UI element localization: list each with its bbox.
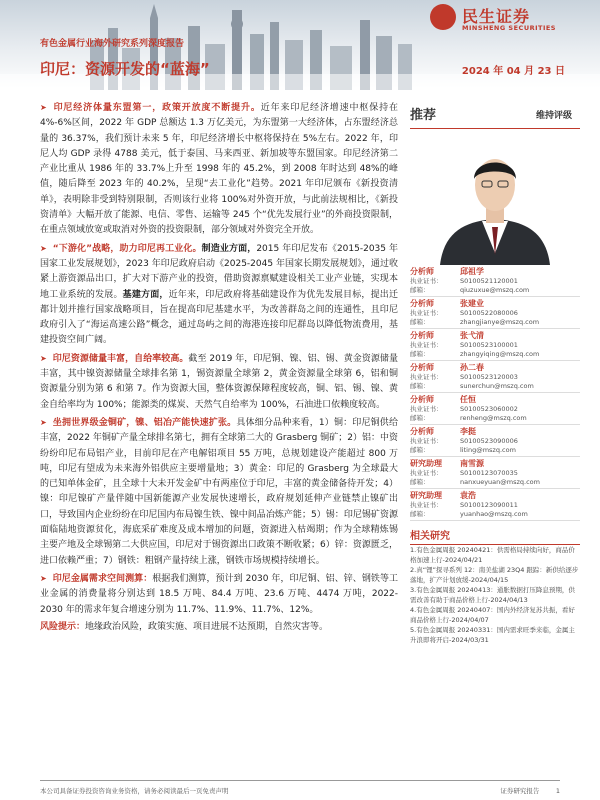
para-text: 截至 2019 年，印尼铜、镍、铝、锡、黄金资源储量丰富，其中镍资源储量全球排名第 1，锡资源量全球第 2，黄金资源量全球第 6，铝和铜资源量分别为第 6 和第 7。作为资源大国，整体资源保障程度较高，铜、铝、锡、镍、黄金自给率均为 100%；能源类的煤炭、天然气自给率为 100%，石油进口依赖度较高。 xyxy=(40,353,398,410)
cert-label: 执业证书： xyxy=(410,309,443,317)
para-lead: 印尼经济体量东盟第一，政策开放度不断提升。 xyxy=(52,103,261,113)
cert-label: 执业证书： xyxy=(410,341,443,349)
footer-right xyxy=(500,786,560,795)
report-date: 2024 年 04 月 23 日 xyxy=(461,66,565,77)
analyst-email[interactable]: liting@mszq.com xyxy=(460,446,516,454)
analyst-card xyxy=(410,297,580,329)
bullet-arrow-icon: ➤ xyxy=(40,103,47,112)
cert-number: S0100123090011 xyxy=(460,501,518,509)
analyst-card xyxy=(410,425,580,457)
analyst-portrait-icon xyxy=(430,135,560,265)
bullet-arrow-icon: ➤ xyxy=(40,573,47,583)
email-label: 邮箱： xyxy=(410,350,430,358)
cert-label: 执业证书： xyxy=(410,405,443,413)
email-label: 邮箱： xyxy=(410,414,430,422)
analyst-name: 任恒 xyxy=(460,395,476,404)
related-link[interactable]: 2.真“锂”探寻系列 12：南美盐湖 23Q4 跟踪：新供给逐步落地，扩产计划放缓-2024/04/15 xyxy=(410,566,579,584)
para-text: 近年来，印尼政府将基础建设作为优先发展目标，提出迁都计划并推行国家战略项目，旨在提高印尼基建水平，为改善群岛之间的连通性，且印尼政府引入了“海运高速公路”概念，通过岛屿之间的海港连接印尼群岛以降低物流费用，基建投资空间广阔。 xyxy=(40,289,398,346)
rating-bar xyxy=(410,100,580,129)
analyst-email[interactable]: nanxueyuan@mszq.com xyxy=(460,478,540,486)
analyst-name: 李挺 xyxy=(460,427,476,436)
cert-number: S0100523090006 xyxy=(460,437,518,445)
analyst-name: 孙二春 xyxy=(460,363,484,372)
analyst-role: 分析师 xyxy=(410,363,434,372)
cert-label: 执业证书： xyxy=(410,437,443,445)
para-lead: 印尼金属需求空间测算： xyxy=(52,573,153,584)
analyst-role: 研究助理 xyxy=(410,491,442,500)
email-label: 邮箱： xyxy=(410,382,430,390)
analyst-email[interactable]: renheng@mszq.com xyxy=(460,414,527,422)
analyst-photo xyxy=(430,135,560,265)
related-link[interactable]: 1.有色金属周报 20240421：供需格局持续向好，商品价格加速上行-2024/04/21 xyxy=(410,546,575,564)
related-link[interactable]: 3.有色金属周报 20240413：通胀数据打压降息预期，供需改善有助于商品价格上行-2024/04/13 xyxy=(410,586,575,604)
analyst-role: 分析师 xyxy=(410,427,434,436)
summary-paragraph xyxy=(40,351,398,413)
risk-warning xyxy=(40,620,398,635)
analyst-role: 研究助理 xyxy=(410,459,442,468)
related-link[interactable]: 4.有色金属周报 20240407：国内外经济复苏共振，看好商品价格上行-2024/04/07 xyxy=(410,606,575,624)
email-label: 邮箱： xyxy=(410,510,430,518)
cert-number: S0100523100001 xyxy=(460,341,518,349)
page-title: 印尼：资源开发的“蓝海” xyxy=(40,60,210,78)
analyst-card xyxy=(410,457,580,489)
para-text: 2015 年印尼发布《2015-2035 年国家工业发展规划》，2023 年印尼政府启动《2025-2045 年国家长期发展规划》，通过收紧上游资源品出口，扩大对下游产业的投资，借助资源禀赋建设相关工业产业链，实现本地工业系统的发展。 xyxy=(40,243,398,300)
report-series: 有色金属行业海外研究系列深度报告 xyxy=(40,39,185,49)
cert-number: S0100521120001 xyxy=(460,277,518,285)
cert-number: S0100123070035 xyxy=(460,469,518,477)
analyst-card xyxy=(410,393,580,425)
analyst-email[interactable]: sunerchun@mszq.com xyxy=(460,382,534,390)
summary-column xyxy=(40,100,398,635)
footer-divider xyxy=(40,780,560,781)
summary-paragraph xyxy=(40,241,398,349)
cert-label: 执业证书： xyxy=(410,277,443,285)
para-text: 根据我们测算，预计到 2030 年，印尼铜、铝、锌、钢铁等工业金属的消费量将分别达到 18.5 万吨、84.4 万吨、23.6 万吨、4474 万吨，2022-2030 年的需求年复合增速分别为 11.7%、11.9%、11.7%、12%。 xyxy=(40,573,398,615)
risk-text: 地缘政治风险，政策实施、项目进展不达预期，自然灾害等。 xyxy=(85,621,329,632)
summary-paragraph xyxy=(40,415,398,569)
analyst-card xyxy=(410,489,580,521)
logo-cn-text: 民生证券 xyxy=(462,7,531,26)
analyst-name: 张弋清 xyxy=(460,331,484,340)
analyst-email[interactable]: qiuzuxue@mszq.com xyxy=(460,286,530,294)
summary-paragraph xyxy=(40,100,398,239)
sidebar xyxy=(410,100,580,645)
analyst-card xyxy=(410,361,580,393)
recommend-label: 推荐 xyxy=(410,108,437,123)
summary-paragraph xyxy=(40,571,398,618)
analyst-name: 张建业 xyxy=(460,299,484,308)
risk-lead: 风险提示： xyxy=(40,621,86,632)
disclaimer-text: 本公司具备证券投资咨询业务资格，请务必阅读最后一页免责声明 xyxy=(40,787,229,795)
page-number: 1 xyxy=(555,787,560,795)
para-text: 近年来印尼经济增速中枢保持在 4%-6%区间，2022 年 GDP 总额达 1.3 万亿美元，为东盟第一大经济体，占东盟经济总量的 36.37%，我们预计未来 5 年，印尼经济增长中枢将保持在 5%左右。2022 年，印尼人均 GDP 录得 4788 美元，低于泰国、马来西亚、新加坡等东盟国家。印尼经济第二产业比重从 1986 年的 33.7%上升至 1998 年的 45.2%，到 2008 年时达到 48%的峰值，随后降至 2023 年的 40.2%，呈现“去工业化”趋势。2021 年印尼颁布《新投资清单》，表明除非受到特别限制，否则该行业将 100%对外资开放，与此前法规相比，《新投资清单》大幅开放了能源、电信、零售、运输等 245 个“优先发展行业”的外商投资限制，在重点领域放宽或取消对外资的投资限制，部分领域对外资完全开放。 xyxy=(40,103,398,236)
minsheng-logo xyxy=(430,4,590,32)
footer-report-label: 证券研究报告 xyxy=(500,787,540,795)
cert-label: 执业证书： xyxy=(410,469,443,477)
analyst-role: 分析师 xyxy=(410,299,434,308)
page-footer xyxy=(40,786,560,795)
email-label: 邮箱： xyxy=(410,286,430,294)
para-sublead: 制造业方面， xyxy=(201,243,257,254)
analyst-role: 分析师 xyxy=(410,331,434,340)
cert-label: 执业证书： xyxy=(410,373,443,381)
bullet-arrow-icon: ➤ xyxy=(40,243,47,253)
related-research xyxy=(410,527,580,645)
email-label: 邮箱： xyxy=(410,446,430,454)
analyst-name: 邱祖学 xyxy=(460,267,484,276)
analyst-card xyxy=(410,329,580,361)
para-sublead: 基建方面， xyxy=(122,289,169,300)
analyst-role: 分析师 xyxy=(410,395,434,404)
related-title: 相关研究 xyxy=(410,527,580,545)
analyst-name: 袁浩 xyxy=(460,491,476,500)
analyst-name: 南雪源 xyxy=(460,459,484,468)
cert-number: S0100523120003 xyxy=(460,373,518,381)
bullet-arrow-icon: ➤ xyxy=(40,353,47,363)
para-text: 具体细分品种来看，1）铜：印尼铜供给丰富，2022 年铜矿产量全球排名第七，拥有全球第二大的 Grasberg 铜矿；2）铝：中资纷纷印尼布局铝产业，目前印尼在产电解铝项目 55 万吨，总规划建设产能超过 800 万吨，印尼有望成为未来海外铝供应主要增量地；3）黄金：印尼的 Grasberg 为全球最大的已知单体金矿，且全球十大未开发金矿中有两座位于印尼，丰富的黄金储备待开发；4）镍：印尼镍矿产量伴随中国新能源产业发展快速增长，政府规划延伸产业链禁止镍矿出口，导致国内企业纷纷在印尼国内布局镍生铁、镍中间品冶炼产能；5）锡：印尼锡矿资源面临陆地资源贫化，海底采矿难度及成本增加的问题，资源进入枯竭期；作为全球精炼锡主要产地及全球锡第二大供应国，印尼对于锡资源出口政策不断收紧；6）锌：资源匮乏，进口依赖严重；7）钢铁：粗钢产量持续上涨，钢铁市场规模持续增长。 xyxy=(40,417,398,566)
email-label: 邮箱： xyxy=(410,478,430,486)
related-link[interactable]: 5.有色金属周报 20240331：国内需求旺季来临，金属主升浪即将开启-2024/03/31 xyxy=(410,626,575,644)
para-lead: “下游化”战略，助力印尼再工业化。 xyxy=(52,243,202,254)
logo-emblem-icon xyxy=(430,4,456,30)
analyst-email[interactable]: yuanhao@mszq.com xyxy=(460,510,528,518)
analyst-role: 分析师 xyxy=(410,267,434,276)
bullet-arrow-icon: ➤ xyxy=(40,417,47,427)
cert-label: 执业证书： xyxy=(410,501,443,509)
para-lead: 坐拥世界级金铜矿，镍、铝冶产能快速扩张。 xyxy=(52,417,237,428)
rating-label: 维持评级 xyxy=(535,111,572,121)
logo-en-text: MINSHENG SECURITIES xyxy=(462,24,556,32)
analyst-card xyxy=(410,265,580,297)
analyst-email[interactable]: zhangyiqing@mszq.com xyxy=(460,350,540,358)
analyst-email[interactable]: zhangjianye@mszq.com xyxy=(460,318,540,326)
para-lead: 印尼资源储量丰富，自给率较高。 xyxy=(52,353,189,364)
cert-number: S0100522080006 xyxy=(460,309,518,317)
page-header xyxy=(0,0,600,90)
email-label: 邮箱： xyxy=(410,318,430,326)
cert-number: S0100523060002 xyxy=(460,405,518,413)
